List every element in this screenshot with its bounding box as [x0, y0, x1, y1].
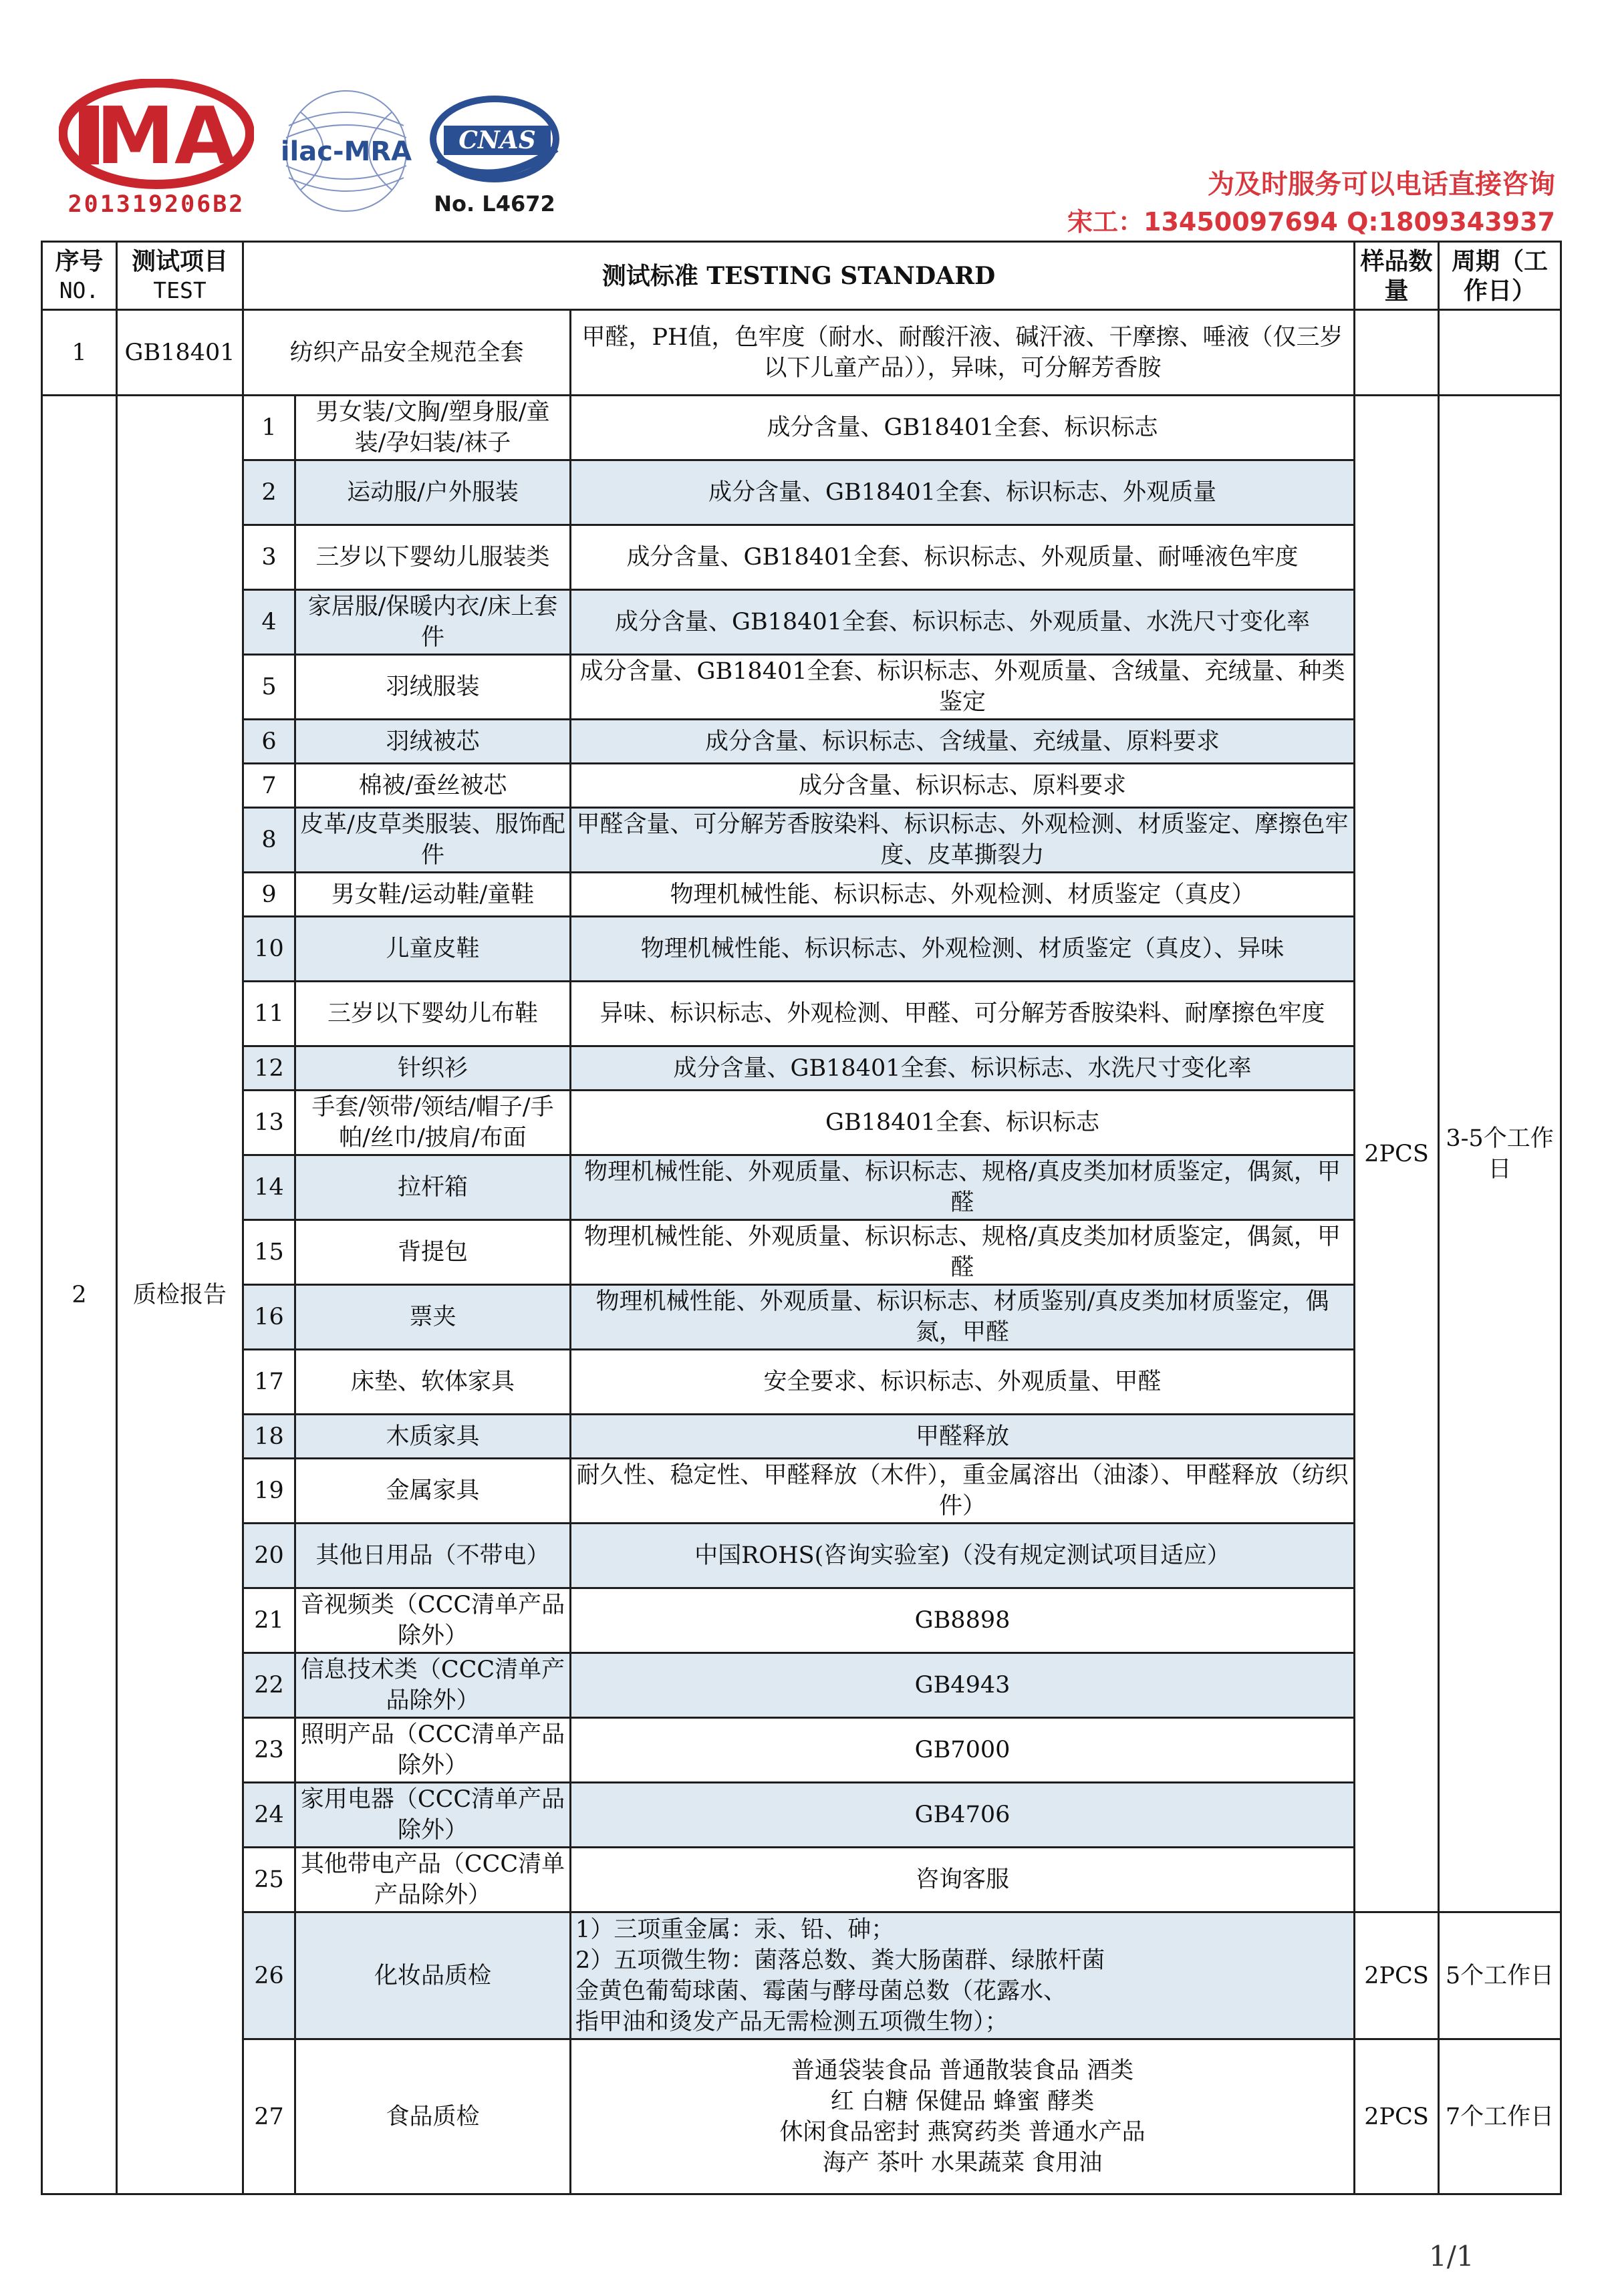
- item-product: 照明产品（CCC清单产品除外）: [295, 1718, 571, 1783]
- item-no: 21: [243, 1588, 295, 1653]
- table-row-2-11: [42, 982, 1561, 1046]
- table-row-2-8: [42, 808, 1561, 873]
- item-no: 16: [243, 1285, 295, 1350]
- table-row-2-13: [42, 1091, 1561, 1155]
- item-product: 食品质检: [295, 2039, 571, 2194]
- standard-line: 休闲食品密封 燕窝药类 普通水产品: [779, 2118, 1146, 2146]
- standard-line: 2）五项微生物：菌落总数、粪大肠菌群、绿脓杆菌: [575, 1947, 1105, 1974]
- table-row-2-14: [42, 1155, 1561, 1220]
- item-standard: GB4706: [571, 1783, 1355, 1848]
- item-no: 1: [243, 396, 295, 460]
- item-standard: 成分含量、GB18401全套、标识标志、外观质量、含绒量、充绒量、种类鉴定: [571, 655, 1355, 720]
- table-row-2-4: [42, 590, 1561, 655]
- item-no: 11: [243, 982, 295, 1046]
- table-row-2-21: [42, 1588, 1561, 1653]
- table-row-2-3: [42, 525, 1561, 590]
- standard-line: 金黄色葡萄球菌、霉菌与酵母菌总数（花露水、: [575, 1977, 1067, 2005]
- item-product: 其他带电产品（CCC清单产品除外）: [295, 1848, 571, 1912]
- table-row-2-15: [42, 1220, 1561, 1285]
- cnas-logo: [425, 92, 568, 200]
- item-standard: 成分含量、GB18401全套、标识标志、外观质量: [571, 460, 1355, 525]
- item-standard: 耐久性、稳定性、甲醛释放（木件），重金属溶出（油漆）、甲醛释放（纺织件）: [571, 1459, 1355, 1524]
- table-header-row: [42, 242, 1561, 310]
- item-product: 家居服/保暖内衣/床上套件: [295, 590, 571, 655]
- item-product: 男女装/文胸/塑身服/童装/孕妇装/袜子: [295, 396, 571, 460]
- item-standard: 物理机械性能、外观质量、标识标志、材质鉴别/真皮类加材质鉴定，偶氮，甲醛: [571, 1285, 1355, 1350]
- cma-number: 201319206B2: [68, 191, 245, 218]
- item-product: 手套/领带/领结/帽子/手帕/丝巾/披肩/布面: [295, 1091, 571, 1155]
- item-standard: GB8898: [571, 1588, 1355, 1653]
- row1-qty: [1355, 310, 1439, 396]
- item-product: 三岁以下婴幼儿服装类: [295, 525, 571, 590]
- group2-name: 质检报告: [117, 396, 243, 2194]
- table-row-1: [42, 310, 1561, 396]
- item-no: 23: [243, 1718, 295, 1783]
- item-no: 18: [243, 1415, 295, 1459]
- item-no: 3: [243, 525, 295, 590]
- item-product: 音视频类（CCC清单产品除外）: [295, 1588, 571, 1653]
- group2-no: 2: [42, 396, 117, 2194]
- item-no: 17: [243, 1350, 295, 1415]
- item-standard: 中国ROHS(咨询实验室)（没有规定测试项目适应）: [571, 1524, 1355, 1588]
- item-no: 8: [243, 808, 295, 873]
- row27-qty: 2PCS: [1355, 2039, 1439, 2194]
- item-product: 儿童皮鞋: [295, 917, 571, 982]
- item-no: 24: [243, 1783, 295, 1848]
- item-standard: 物理机械性能、外观质量、标识标志、规格/真皮类加材质鉴定，偶氮，甲醛: [571, 1220, 1355, 1285]
- item-no: 27: [243, 2039, 295, 2194]
- item-no: 6: [243, 720, 295, 764]
- item-product: 三岁以下婴幼儿布鞋: [295, 982, 571, 1046]
- row1-period: [1439, 310, 1561, 396]
- table-row-2-20: [42, 1524, 1561, 1588]
- item-no: 26: [243, 1912, 295, 2039]
- row1-code: GB18401: [117, 310, 243, 396]
- cnas-number: No. L4672: [434, 191, 555, 217]
- item-standard: 异味、标识标志、外观检测、甲醛、可分解芳香胺染料、耐摩擦色牢度: [571, 982, 1355, 1046]
- row26-qty: 2PCS: [1355, 1912, 1439, 2039]
- cnas-text: CNAS: [458, 126, 536, 154]
- item-product: 羽绒被芯: [295, 720, 571, 764]
- standard-line: 红 白糖 保健品 蜂蜜 酵类: [830, 2088, 1095, 2115]
- header-no: 序号 NO.: [42, 242, 117, 310]
- row1-name: 纺织产品安全规范全套: [243, 310, 571, 396]
- item-product: 床垫、软体家具: [295, 1350, 571, 1415]
- item-no: 13: [243, 1091, 295, 1155]
- item-product: 信息技术类（CCC清单产品除外）: [295, 1653, 571, 1718]
- item-product: 家用电器（CCC清单产品除外）: [295, 1783, 571, 1848]
- table-row-2-25: [42, 1848, 1561, 1912]
- contact-line-2: 宋工：13450097694 Q:1809343937: [1067, 207, 1555, 237]
- item-standard: GB7000: [571, 1718, 1355, 1783]
- item-no: 7: [243, 764, 295, 808]
- table-row-2-22: [42, 1653, 1561, 1718]
- item-standard: GB4943: [571, 1653, 1355, 1718]
- item-standard: 咨询客服: [571, 1848, 1355, 1912]
- item-standard: 物理机械性能、外观质量、标识标志、规格/真皮类加材质鉴定，偶氮，甲醛: [571, 1155, 1355, 1220]
- table-row-2-17: [42, 1350, 1561, 1415]
- header-period: 周期（工作日）: [1439, 242, 1561, 310]
- item-product: 拉杆箱: [295, 1155, 571, 1220]
- table-row-2-19: [42, 1459, 1561, 1524]
- table-row-2-26: [42, 1912, 1561, 2039]
- item-no: 10: [243, 917, 295, 982]
- item-product: 运动服/户外服装: [295, 460, 571, 525]
- item-standard: 成分含量、GB18401全套、标识标志、水洗尺寸变化率: [571, 1046, 1355, 1091]
- item-standard: 成分含量、GB18401全套、标识标志、外观质量、耐唾液色牢度: [571, 525, 1355, 590]
- item-product: 男女鞋/运动鞋/童鞋: [295, 873, 571, 917]
- item-standard: 安全要求、标识标志、外观质量、甲醛: [571, 1350, 1355, 1415]
- cma-logo-text: MA: [96, 90, 236, 182]
- table-row-2-24: [42, 1783, 1561, 1848]
- table-row-2-23: [42, 1718, 1561, 1783]
- item-no: 2: [243, 460, 295, 525]
- table-row-2-27: [42, 2039, 1561, 2194]
- item-no: 12: [243, 1046, 295, 1091]
- item-standard: GB18401全套、标识标志: [571, 1091, 1355, 1155]
- item-no: 19: [243, 1459, 295, 1524]
- standard-line: 指甲油和烫发产品无需检测五项微生物）；: [575, 2008, 1009, 2035]
- item-product: 针织衫: [295, 1046, 571, 1091]
- table-row-2-7: [42, 764, 1561, 808]
- table-row-2-16: [42, 1285, 1561, 1350]
- item-standard: 甲醛含量、可分解芳香胺染料、标识标志、外观检测、材质鉴定、摩擦色牢度、皮革撕裂力: [571, 808, 1355, 873]
- standard-line: 普通袋装食品 普通散装食品 酒类: [791, 2057, 1134, 2084]
- ilac-mra-text: ilac-MRA: [280, 136, 412, 167]
- table-row-2-18: [42, 1415, 1561, 1459]
- table-row-2-6: [42, 720, 1561, 764]
- header-standard: 测试标准 TESTING STANDARD: [243, 242, 1355, 310]
- row26-period: 5个工作日: [1439, 1912, 1561, 2039]
- item-no: 4: [243, 590, 295, 655]
- item-product: 化妆品质检: [295, 1912, 571, 2039]
- table-row-2-2: [42, 460, 1561, 525]
- contact-line-1: 为及时服务可以电话直接咨询: [1208, 169, 1555, 200]
- item-no: 25: [243, 1848, 295, 1912]
- contact-info: [1067, 166, 1555, 241]
- item-no: 9: [243, 873, 295, 917]
- group2-qty: 2PCS: [1355, 396, 1439, 1912]
- table-row-2-9: [42, 873, 1561, 917]
- item-standard: 物理机械性能、标识标志、外观检测、材质鉴定（真皮）: [571, 873, 1355, 917]
- ilac-mra-logo: [274, 86, 418, 217]
- item-product: 票夹: [295, 1285, 571, 1350]
- group2-period: 3-5个工作日: [1439, 396, 1561, 1912]
- item-standard: 成分含量、标识标志、原料要求: [571, 764, 1355, 808]
- standard-line: 1）三项重金属：汞、铅、砷；: [575, 1916, 895, 1943]
- table-row-2-1: [42, 396, 1561, 460]
- row1-no: 1: [42, 310, 117, 396]
- page-number: 1/1: [1429, 2240, 1474, 2273]
- item-standard: 成分含量、标识标志、含绒量、充绒量、原料要求: [571, 720, 1355, 764]
- item-product: 羽绒服装: [295, 655, 571, 720]
- item-standard: 甲醛释放: [571, 1415, 1355, 1459]
- table-row-2-5: [42, 655, 1561, 720]
- item-standard: [571, 1912, 1355, 2039]
- testing-standards-table: [41, 241, 1562, 2195]
- item-product: 棉被/蚕丝被芯: [295, 764, 571, 808]
- item-product: 其他日用品（不带电）: [295, 1524, 571, 1588]
- item-product: 金属家具: [295, 1459, 571, 1524]
- item-no: 14: [243, 1155, 295, 1220]
- table-row-2-12: [42, 1046, 1561, 1091]
- item-product: 木质家具: [295, 1415, 571, 1459]
- item-no: 15: [243, 1220, 295, 1285]
- header-qty: 样品数量: [1355, 242, 1439, 310]
- item-no: 5: [243, 655, 295, 720]
- table-row-2-10: [42, 917, 1561, 982]
- item-no: 20: [243, 1524, 295, 1588]
- header-test: 测试项目 TEST: [117, 242, 243, 310]
- standard-line: 海产 茶叶 水果蔬菜 食用油: [822, 2149, 1103, 2176]
- row1-standard: 甲醛，PH值，色牢度（耐水、耐酸汗液、碱汗液、干摩擦、唾液（仅三岁以下儿童产品）），异味，可分解芳香胺: [571, 310, 1355, 396]
- item-standard: 成分含量、GB18401全套、标识标志: [571, 396, 1355, 460]
- item-standard: 物理机械性能、标识标志、外观检测、材质鉴定（真皮）、异味: [571, 917, 1355, 982]
- item-product: 背提包: [295, 1220, 571, 1285]
- item-standard: 成分含量、GB18401全套、标识标志、外观质量、水洗尺寸变化率: [571, 590, 1355, 655]
- item-product: 皮革/皮草类服装、服饰配件: [295, 808, 571, 873]
- item-standard: [571, 2039, 1355, 2194]
- row27-period: 7个工作日: [1439, 2039, 1561, 2194]
- item-no: 22: [243, 1653, 295, 1718]
